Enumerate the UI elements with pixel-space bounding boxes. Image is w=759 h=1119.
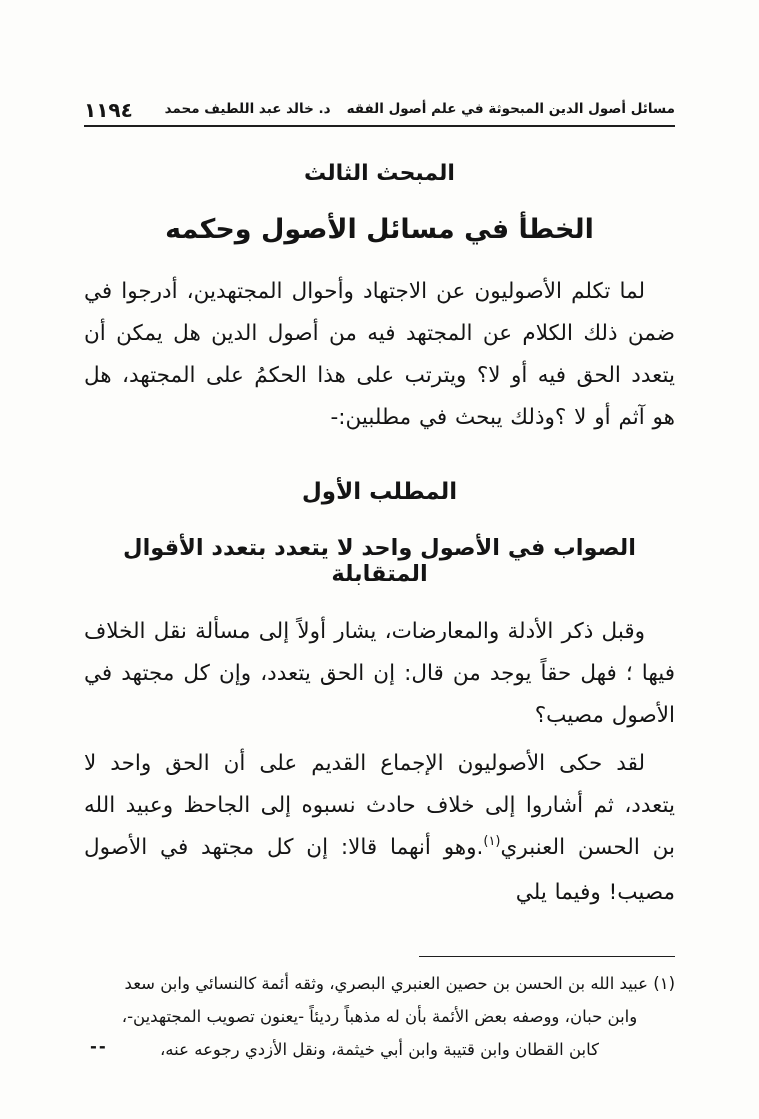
matlab-title-heading: الصواب في الأصول واحد لا يتعدد بتعدد الأقوال المتقابلة	[123, 535, 636, 587]
page-number: ١١٩٤	[84, 98, 133, 122]
paragraph-ijmaa	[84, 743, 675, 914]
matlab-heading: المطلب الأول	[301, 479, 458, 505]
footnote-continuation-mark: --	[90, 1037, 108, 1056]
footnote-separator	[419, 956, 675, 957]
paragraph-intro: لما تكلم الأصوليون عن الاجتهاد وأحوال المجتهدين، أدرجوا في ضمن ذلك الكلام عن المجتهد فيه من أصول الدين هل يمكن أن يتعدد الحق فيه أو لا؟ ويترتب على هذا الحكمُ على المجتهد، هل هو آثم أو لا ؟وذلك يبحث في مطلبين:-	[84, 279, 675, 430]
paragraph-question: وقبل ذكر الأدلة والمعارضات، يشار أولاً إلى مسألة نقل الخلاف فيها ؛ فهل حقاً يوجد من قال: إن الحق يتعدد، وإن كل مجتهد في الأصول مصيب؟	[84, 619, 675, 728]
topic-heading: الخطأ في مسائل الأصول وحكمه	[165, 214, 594, 245]
running-head	[165, 101, 675, 120]
footnote-line: كابن القطان وابن قتيبة وابن أبي خيثمة، ونقل الأزدي رجوعه عنه،	[159, 1040, 599, 1059]
footnote-reference: (١)	[483, 834, 501, 849]
page-header	[84, 100, 675, 120]
footnote-block	[84, 956, 675, 1066]
footnote-line: (١) عبيد الله بن الحسن بن حصين العنبري البصري، وثقه أئمة كالنسائي وابن سعد	[124, 974, 675, 993]
footnote-line: وابن حبان، ووصفه بعض الأئمة بأن له مذهباً رديئاً -يعنون تصويب المجتهدين-،	[121, 1007, 638, 1026]
section-heading: المبحث الثالث	[304, 161, 455, 186]
header-rule	[84, 125, 675, 127]
running-title: مسائل أصول الدين المبحوثة في علم أصول الفقه	[346, 101, 675, 117]
author-name: د. خالد عبد اللطيف محمد	[164, 101, 331, 117]
paragraph-text: .وهو أنهما قالا: إن كل مجتهد في الأصول مصيب! وفيما يلي	[84, 835, 675, 905]
paragraph-text: لقد حكى الأصوليون الإجماع القديم على أن الحق واحد لا يتعدد، ثم أشاروا إلى خلاف حادث نسبوه إلى الجاحظ وعبيد الله بن الحسن العنبري	[84, 751, 675, 860]
